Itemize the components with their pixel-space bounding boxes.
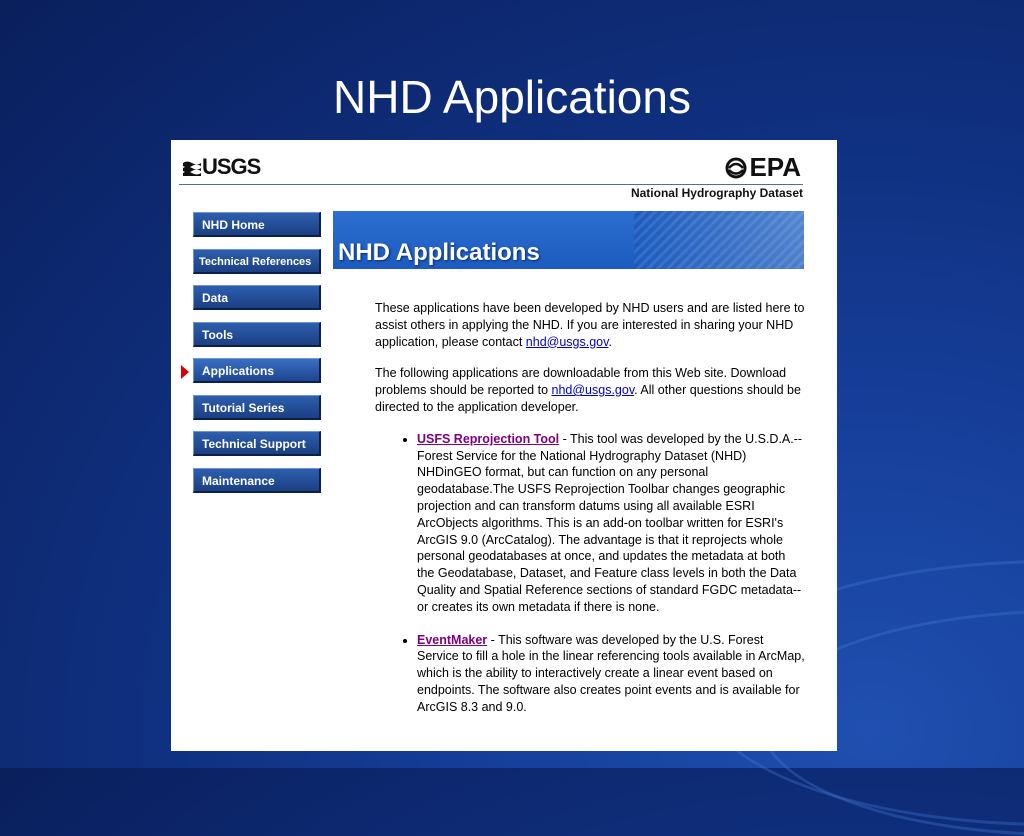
sidebar-nav bbox=[193, 212, 325, 504]
nav-item-technical-support[interactable]: Technical Support bbox=[193, 431, 321, 456]
epa-logo[interactable] bbox=[725, 152, 801, 183]
intro-text: These applications have been developed by NHD users and are listed here to assist others in applying the NHD. If you are interested in sharing your NHD application, please contact bbox=[375, 301, 805, 349]
usgs-logo[interactable] bbox=[183, 154, 260, 180]
epa-logo-text: EPA bbox=[749, 152, 801, 182]
nav-item-data[interactable]: Data bbox=[193, 285, 321, 310]
list-item bbox=[417, 632, 805, 716]
tool-description: - This software was developed by the U.S. Forest Service to fill a hole in the linear referencing tools available in ArcMap, which is the ability to interactively create a linear event based on endpoints. The software also creates point events and is available for ArcGIS 8.3 and 9.0. bbox=[417, 632, 805, 714]
usgs-logo-text: USGS bbox=[202, 154, 261, 179]
usfs-reprojection-tool-link[interactable]: USFS Reprojection Tool bbox=[417, 431, 560, 446]
slide-title: NHD Applications bbox=[333, 71, 691, 123]
nav-item-applications[interactable] bbox=[193, 358, 321, 383]
current-page-arrow-icon bbox=[181, 365, 189, 379]
page-banner bbox=[333, 211, 804, 269]
list-item bbox=[417, 431, 805, 616]
nav-item-tutorial-series[interactable]: Tutorial Series bbox=[193, 395, 321, 420]
download-paragraph bbox=[375, 365, 805, 415]
report-email-link[interactable]: nhd@usgs.gov bbox=[551, 383, 635, 398]
usgs-waves-icon bbox=[183, 160, 201, 176]
tool-description: - This tool was developed by the U.S.D.A.--Forest Service for the National Hydrography Dataset (NHD) NHDinGEO format, but can function on any personal geodatabase.The USFS Reprojection Toolbar changes geographic projection and can transform datums using all available ESRI ArcObjects algorithms. This is an add-on toolbar written for ESRI's ArcGIS 9.0 (ArcCatalog). The advantage is that it reprojects whole personal geodatabases at once, and updates the metadata at both the Geodatabase, Dataset, and Feature class levels in both the Data Quality and Spatial Reference sections of standard FGDC metadata--or creates its own metadata if there is none. bbox=[417, 431, 803, 614]
nav-item-tools[interactable]: Tools bbox=[193, 322, 321, 347]
nav-item-maintenance[interactable]: Maintenance bbox=[193, 468, 321, 493]
nav-item-technical-references[interactable]: Technical References bbox=[193, 249, 321, 274]
intro-paragraph bbox=[375, 300, 805, 350]
banner-decoration bbox=[634, 211, 804, 269]
epa-flower-icon bbox=[725, 157, 747, 179]
main-content bbox=[375, 300, 805, 732]
website-screenshot bbox=[171, 140, 837, 751]
site-title: National Hydrography Dataset bbox=[630, 186, 803, 200]
application-list bbox=[375, 431, 805, 716]
download-text-end: . All other questions should be directed to the application developer. bbox=[375, 383, 801, 414]
nav-item-nhd-home[interactable]: NHD Home bbox=[193, 212, 321, 237]
contact-email-link[interactable]: nhd@usgs.gov bbox=[525, 334, 609, 349]
intro-text-end: . bbox=[608, 334, 612, 349]
eventmaker-link[interactable]: EventMaker bbox=[417, 632, 488, 647]
nav-item-label: Applications bbox=[202, 364, 275, 378]
download-text: The following applications are downloadable from this Web site. Download problems should be reported to bbox=[375, 366, 787, 398]
banner-title: NHD Applications bbox=[338, 239, 540, 266]
header-divider bbox=[179, 184, 803, 185]
